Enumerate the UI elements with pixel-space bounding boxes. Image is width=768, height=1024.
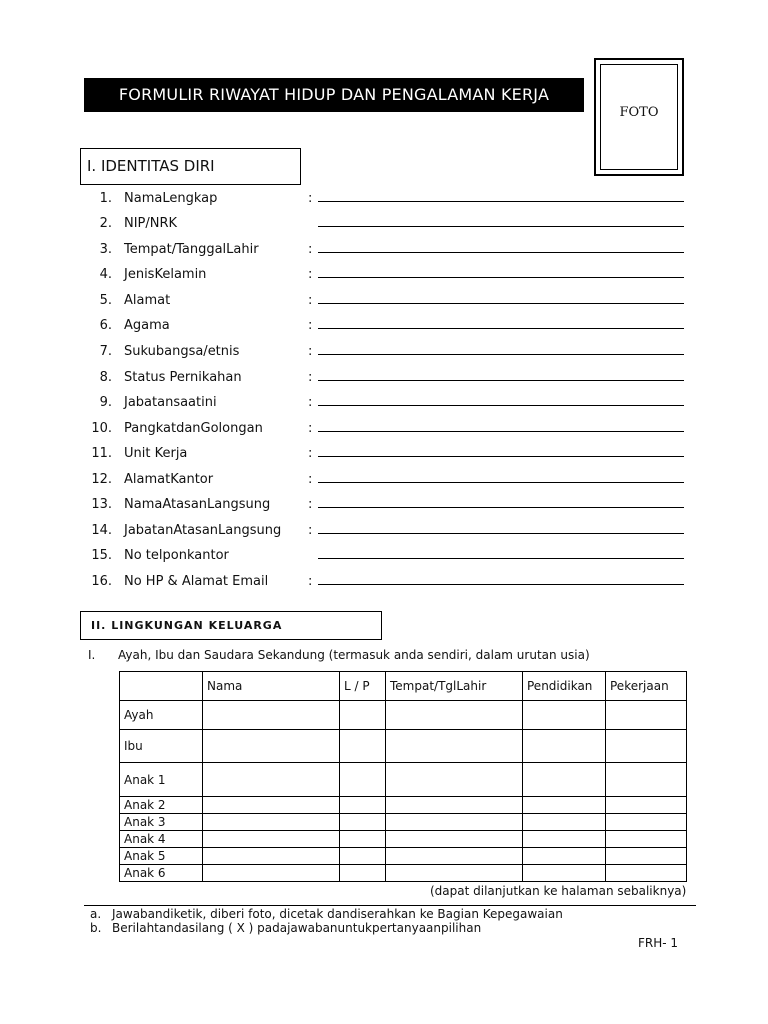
field-input-line[interactable] bbox=[318, 252, 684, 253]
section-family-title: II. LINGKUNGAN KELUARGA bbox=[80, 611, 382, 640]
field-number: 1. bbox=[99, 191, 112, 206]
row-label: Anak 6 bbox=[120, 865, 203, 882]
field-colon: : bbox=[308, 242, 313, 257]
field-input-line[interactable] bbox=[318, 226, 684, 227]
field-input-line[interactable] bbox=[318, 201, 684, 202]
table-cell[interactable] bbox=[523, 831, 606, 848]
table-cell[interactable] bbox=[340, 797, 386, 814]
field-input-line[interactable] bbox=[318, 456, 684, 457]
table-cell[interactable] bbox=[523, 814, 606, 831]
table-header: Nama bbox=[203, 672, 340, 701]
field-label: Unit Kerja bbox=[124, 446, 188, 461]
field-input-line[interactable] bbox=[318, 533, 684, 534]
table-header: Pendidikan bbox=[523, 672, 606, 701]
field-row bbox=[88, 497, 688, 517]
field-colon: : bbox=[308, 497, 313, 512]
subsection-text: Ayah, Ibu dan Saudara Sekandung (termasuk anda sendiri, dalam urutan usia) bbox=[118, 648, 590, 662]
table-cell[interactable] bbox=[523, 730, 606, 763]
field-number: 13. bbox=[91, 497, 112, 512]
field-row bbox=[88, 548, 688, 568]
table-cell[interactable] bbox=[523, 797, 606, 814]
field-row bbox=[88, 242, 688, 262]
field-number: 5. bbox=[99, 293, 112, 308]
table-cell[interactable] bbox=[523, 865, 606, 882]
table-header: Tempat/TglLahir bbox=[386, 672, 523, 701]
field-input-line[interactable] bbox=[318, 507, 684, 508]
table-cell[interactable] bbox=[386, 763, 523, 797]
field-input-line[interactable] bbox=[318, 482, 684, 483]
table-cell[interactable] bbox=[523, 848, 606, 865]
field-row bbox=[88, 523, 688, 543]
table-header: Pekerjaan bbox=[606, 672, 687, 701]
field-colon: : bbox=[308, 574, 313, 589]
table-cell[interactable] bbox=[523, 701, 606, 730]
table-cell[interactable] bbox=[386, 865, 523, 882]
table-cell[interactable] bbox=[203, 848, 340, 865]
field-label: Alamat bbox=[124, 293, 171, 308]
table-cell[interactable] bbox=[203, 763, 340, 797]
table-row bbox=[120, 814, 687, 831]
row-label: Anak 3 bbox=[120, 814, 203, 831]
row-label: Ayah bbox=[120, 701, 203, 730]
field-row bbox=[88, 446, 688, 466]
footnote-letter: a. bbox=[90, 907, 102, 921]
field-colon: : bbox=[308, 472, 313, 487]
table-cell[interactable] bbox=[606, 797, 687, 814]
row-label: Ibu bbox=[120, 730, 203, 763]
table-row bbox=[120, 831, 687, 848]
table-cell[interactable] bbox=[523, 763, 606, 797]
table-row bbox=[120, 730, 687, 763]
field-label: Status Pernikahan bbox=[124, 370, 242, 385]
field-row bbox=[88, 191, 688, 211]
field-input-line[interactable] bbox=[318, 354, 684, 355]
row-label: Anak 1 bbox=[120, 763, 203, 797]
footer-divider bbox=[84, 905, 696, 906]
table-cell[interactable] bbox=[340, 848, 386, 865]
table-cell[interactable] bbox=[203, 701, 340, 730]
field-colon: : bbox=[308, 318, 313, 333]
field-colon: : bbox=[308, 293, 313, 308]
field-input-line[interactable] bbox=[318, 303, 684, 304]
field-row bbox=[88, 216, 688, 236]
table-cell[interactable] bbox=[606, 848, 687, 865]
field-label: Agama bbox=[124, 318, 170, 333]
field-number: 11. bbox=[91, 446, 112, 461]
row-label: Anak 2 bbox=[120, 797, 203, 814]
field-number: 12. bbox=[91, 472, 112, 487]
table-cell[interactable] bbox=[606, 730, 687, 763]
field-number: 9. bbox=[99, 395, 112, 410]
field-label: No HP & Alamat Email bbox=[124, 574, 269, 589]
footnote-text: Jawabandiketik, diberi foto, dicetak dandiserahkan ke Bagian Kepegawaian bbox=[112, 907, 563, 921]
field-colon: : bbox=[308, 267, 313, 282]
page-code: FRH- 1 bbox=[638, 936, 679, 950]
field-number: 16. bbox=[91, 574, 112, 589]
table-cell[interactable] bbox=[203, 797, 340, 814]
table-cell[interactable] bbox=[203, 831, 340, 848]
footnote-letter: b. bbox=[90, 921, 102, 935]
row-label: Anak 4 bbox=[120, 831, 203, 848]
table-cell[interactable] bbox=[386, 797, 523, 814]
field-number: 4. bbox=[99, 267, 112, 282]
field-input-line[interactable] bbox=[318, 584, 684, 585]
table-cell[interactable] bbox=[386, 701, 523, 730]
table-row bbox=[120, 865, 687, 882]
field-row bbox=[88, 267, 688, 287]
table-row bbox=[120, 848, 687, 865]
field-colon: : bbox=[308, 191, 313, 206]
photo-box bbox=[594, 58, 684, 176]
field-row bbox=[88, 293, 688, 313]
field-number: 3. bbox=[99, 242, 112, 257]
field-colon: : bbox=[308, 523, 313, 538]
field-input-line[interactable] bbox=[318, 558, 684, 559]
field-input-line[interactable] bbox=[318, 277, 684, 278]
table-cell[interactable] bbox=[340, 763, 386, 797]
field-colon: : bbox=[308, 395, 313, 410]
table-cell[interactable] bbox=[203, 814, 340, 831]
photo-label: FOTO bbox=[600, 64, 678, 170]
field-label: AlamatKantor bbox=[124, 472, 214, 487]
table-header-row bbox=[120, 672, 687, 701]
table-cell[interactable] bbox=[386, 814, 523, 831]
table-cell[interactable] bbox=[340, 865, 386, 882]
field-input-line[interactable] bbox=[318, 328, 684, 329]
table-cell[interactable] bbox=[606, 865, 687, 882]
field-row bbox=[88, 318, 688, 338]
table-row bbox=[120, 797, 687, 814]
field-label: No telponkantor bbox=[124, 548, 229, 563]
field-label: PangkatdanGolongan bbox=[124, 421, 263, 436]
table-cell[interactable] bbox=[340, 814, 386, 831]
field-colon: : bbox=[308, 370, 313, 385]
field-row bbox=[88, 344, 688, 364]
table-cell[interactable] bbox=[340, 831, 386, 848]
field-row bbox=[88, 421, 688, 441]
table-cell[interactable] bbox=[606, 701, 687, 730]
table-cell[interactable] bbox=[606, 831, 687, 848]
table-cell[interactable] bbox=[203, 865, 340, 882]
footnote-text: Berilahtandasilang ( X ) padajawabanuntukpertanyaanpilihan bbox=[112, 921, 482, 935]
field-colon: : bbox=[308, 446, 313, 461]
table-cell[interactable] bbox=[340, 701, 386, 730]
field-number: 2. bbox=[99, 216, 112, 231]
table-cell[interactable] bbox=[340, 730, 386, 763]
field-row bbox=[88, 370, 688, 390]
field-input-line[interactable] bbox=[318, 380, 684, 381]
field-label: Sukubangsa/etnis bbox=[124, 344, 240, 359]
table-cell[interactable] bbox=[606, 814, 687, 831]
family-table bbox=[119, 671, 687, 882]
field-label: NamaAtasanLangsung bbox=[124, 497, 271, 512]
field-label: JabatanAtasanLangsung bbox=[124, 523, 282, 538]
field-input-line[interactable] bbox=[318, 405, 684, 406]
table-row bbox=[120, 763, 687, 797]
field-number: 7. bbox=[99, 344, 112, 359]
field-number: 6. bbox=[99, 318, 112, 333]
continue-note: (dapat dilanjutkan ke halaman sebaliknya) bbox=[430, 884, 687, 898]
table-cell[interactable] bbox=[606, 763, 687, 797]
row-label: Anak 5 bbox=[120, 848, 203, 865]
table-row bbox=[120, 701, 687, 730]
field-label: NamaLengkap bbox=[124, 191, 218, 206]
table-cell[interactable] bbox=[203, 730, 340, 763]
field-number: 15. bbox=[91, 548, 112, 563]
table-cell[interactable] bbox=[386, 848, 523, 865]
field-number: 14. bbox=[91, 523, 112, 538]
field-label: Jabatansaatini bbox=[124, 395, 217, 410]
table-cell[interactable] bbox=[386, 831, 523, 848]
field-number: 8. bbox=[99, 370, 112, 385]
field-row bbox=[88, 395, 688, 415]
field-colon: : bbox=[308, 344, 313, 359]
form-title: FORMULIR RIWAYAT HIDUP DAN PENGALAMAN KERJA bbox=[84, 78, 584, 112]
field-label: JenisKelamin bbox=[124, 267, 207, 282]
subsection-number: I. bbox=[88, 648, 96, 662]
field-colon: : bbox=[308, 421, 313, 436]
field-number: 10. bbox=[91, 421, 112, 436]
field-input-line[interactable] bbox=[318, 431, 684, 432]
section-identity-title: I. IDENTITAS DIRI bbox=[80, 148, 301, 185]
table-cell[interactable] bbox=[386, 730, 523, 763]
field-row bbox=[88, 574, 688, 594]
table-header: L / P bbox=[340, 672, 386, 701]
table-header bbox=[120, 672, 203, 701]
field-label: Tempat/TanggalLahir bbox=[124, 242, 259, 257]
field-row bbox=[88, 472, 688, 492]
field-label: NIP/NRK bbox=[124, 216, 178, 231]
